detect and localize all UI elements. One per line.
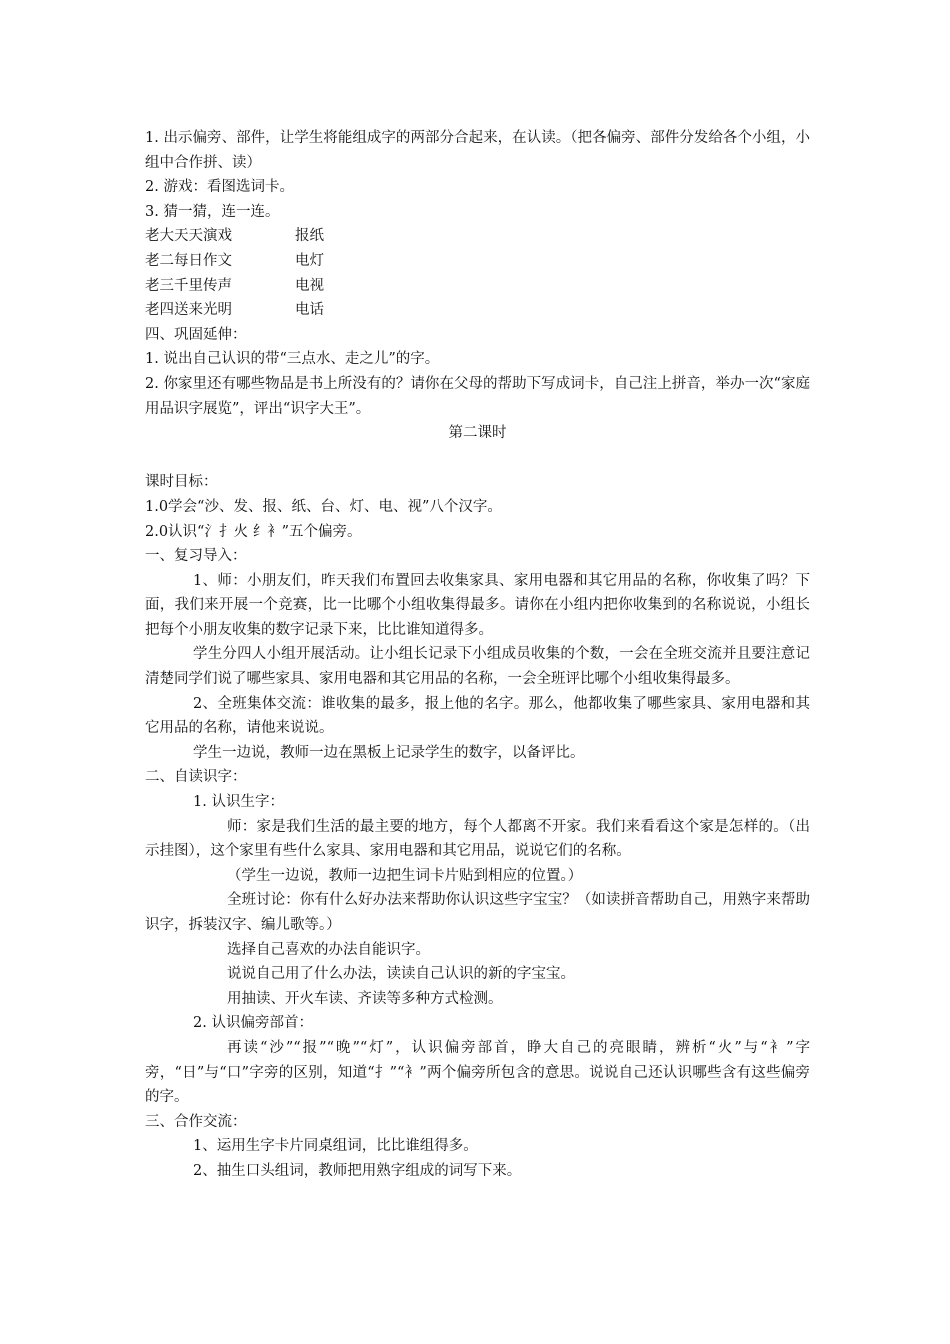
paragraph-review-1: 1、师：小朋友们，昨天我们布置回去收集家具、家用电器和其它用品的名称，你收集了吗？下面，我们来开展一个竞赛，比一比哪个小组收集得最多。请你在小组内把你收集到的名称说说，小组长把每个小朋友收集的数字记录下来，比比谁知道得多。 bbox=[145, 572, 810, 638]
paragraph-consolidate-2: 2. 你家里还有哪些物品是书上所没有的？请你在父母的帮助下写成词卡，自己注上拼音，举办一次“家庭用品识字展览”，评出“识字大王”。 bbox=[145, 375, 810, 417]
goals-heading: 课时目标： bbox=[145, 474, 218, 491]
riddle-row bbox=[145, 224, 810, 249]
paragraph-step-2: 2. 游戏：看图选词卡。 bbox=[145, 179, 294, 196]
riddle-row bbox=[145, 249, 810, 274]
riddle-row bbox=[145, 298, 810, 323]
paragraph-teacher-home: 师：家是我们生活的最主要的地方，每个人都离不开家。我们来看看这个家是怎样的。（出示挂图），这个家里有些什么家具、家用电器和其它用品，说说它们的名称。 bbox=[145, 818, 810, 860]
section-heading-self-reading: 二、自读识字： bbox=[145, 769, 247, 786]
paragraph-cooperation-1: 1、运用生字卡片同桌组词，比比谁组得多。 bbox=[193, 1138, 478, 1155]
paragraph-review-record: 学生一边说，教师一边在黑板上记录学生的数字，以备评比。 bbox=[193, 744, 585, 761]
paragraph-word-cards: （学生一边说，教师一边把生词卡片贴到相应的位置。） bbox=[227, 867, 583, 884]
paragraph-radicals: 再读“沙”“报”“晚”“灯”，认识偏旁部首，睁大自己的亮眼睛，辨析“火”与“衤”字旁，“日”与“口”字旁的区别，知道“扌”“衤”两个偏旁所包含的意思。说说自己还认识哪些含有这些偏旁的字。 bbox=[145, 1039, 810, 1106]
document-page bbox=[145, 126, 810, 1184]
goal-1: 1.0学会“沙、发、报、纸、台、灯、电、视”八个汉字。 bbox=[145, 498, 502, 515]
subheading-new-characters: 1. 认识生字： bbox=[193, 794, 284, 811]
riddle-clue: 老三千里传声 bbox=[145, 277, 232, 294]
riddle-answer: 电话 bbox=[295, 302, 324, 319]
paragraph-cooperation-2: 2、抽生口头组词，教师把用熟字组成的词写下来。 bbox=[193, 1162, 522, 1179]
riddle-clue: 老四送来光明 bbox=[145, 302, 232, 319]
riddle-clue: 老大天天演戏 bbox=[145, 228, 232, 245]
subheading-radicals: 2. 认识偏旁部首： bbox=[193, 1015, 313, 1032]
blank-line bbox=[145, 446, 810, 471]
section-heading-review: 一、复习导入： bbox=[145, 548, 247, 565]
paragraph-step-3: 3. 猜一猜，连一连。 bbox=[145, 203, 280, 220]
paragraph-review-2: 2、全班集体交流：谁收集的最多，报上他的名字。那么，他都收集了哪些家具、家用电器和其它用品的名称，请他来说说。 bbox=[145, 695, 810, 737]
riddle-clue: 老二每日作文 bbox=[145, 252, 232, 269]
riddle-row bbox=[145, 274, 810, 299]
riddle-answer: 报纸 bbox=[295, 228, 324, 245]
paragraph-class-discussion: 全班讨论：你有什么好办法来帮助你认识这些字宝宝？（如读拼音帮助自己，用熟字来帮助识字，拆装汉字、编儿歌等。） bbox=[145, 892, 810, 933]
section-heading-consolidate: 四、巩固延伸： bbox=[145, 326, 247, 343]
paragraph-choose-method: 选择自己喜欢的办法自能识字。 bbox=[227, 941, 430, 958]
paragraph-check-methods: 用抽读、开火车读、齐读等多种方式检测。 bbox=[227, 990, 503, 1007]
paragraph-step-1: 1. 出示偏旁、部件，让学生将能组成字的两部分合起来，在认读。（把各偏旁、部件分发给各个小组，小组中合作拼、读） bbox=[145, 130, 810, 171]
paragraph-review-groups: 学生分四人小组开展活动。让小组长记录下小组成员收集的个数，一会在全班交流并且要注意记清楚同学们说了哪些家具、家用电器和其它用品的名称，一会全班评比哪个小组收集得最多。 bbox=[145, 646, 810, 688]
paragraph-share-method: 说说自己用了什么办法，读读自己认识的新的字宝宝。 bbox=[227, 966, 575, 983]
lesson-2-title: 第二课时 bbox=[448, 425, 507, 442]
section-heading-cooperation: 三、合作交流： bbox=[145, 1113, 247, 1130]
paragraph-consolidate-1: 1. 说出自己认识的带“三点水、走之儿”的字。 bbox=[145, 351, 440, 368]
riddle-answer: 电灯 bbox=[295, 252, 324, 269]
goal-2: 2.0认识“氵扌火 纟衤”五个偏旁。 bbox=[145, 523, 362, 540]
riddle-answer: 电视 bbox=[295, 277, 324, 294]
